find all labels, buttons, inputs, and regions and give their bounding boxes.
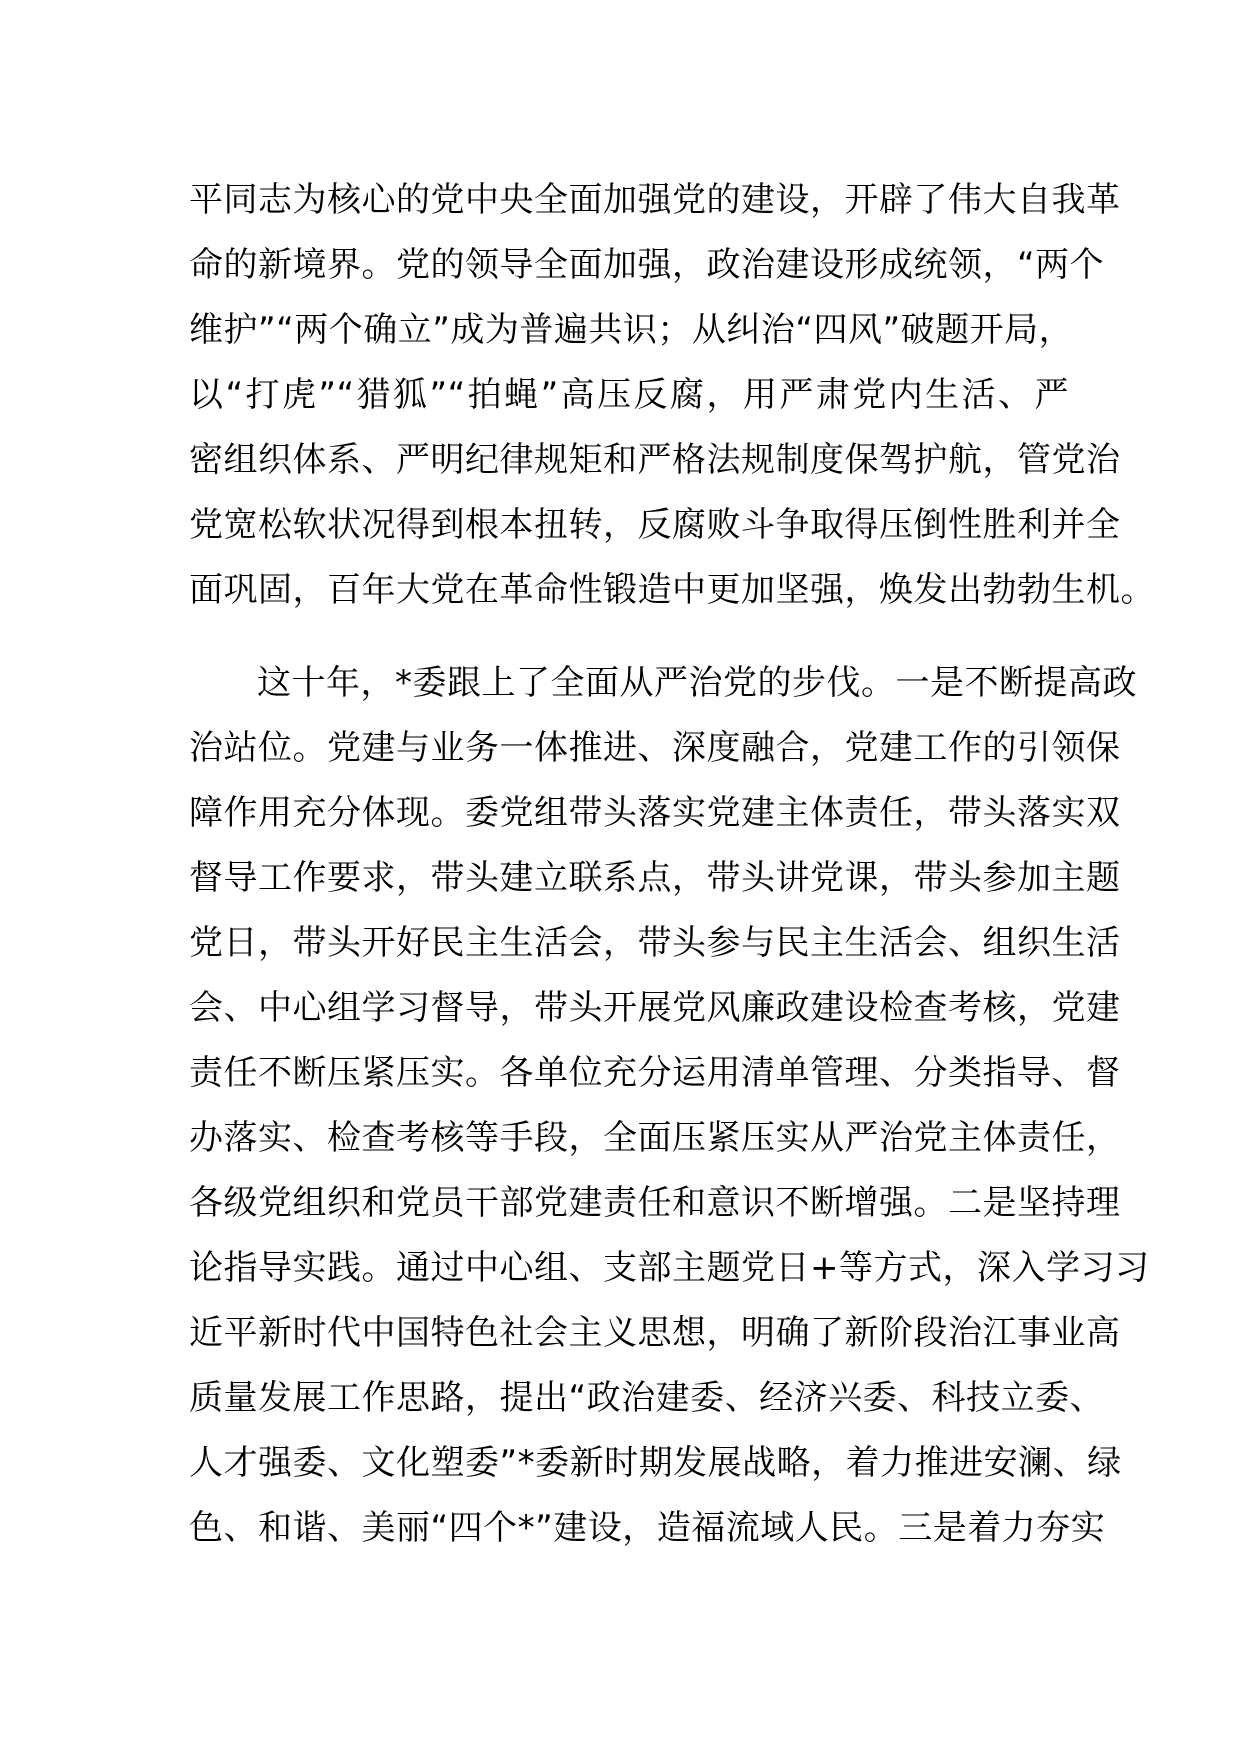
paragraph-line: 这十年，*委跟上了全面从严治党的步伐。一是不断提高政 bbox=[257, 663, 1137, 703]
paragraph-line: 办落实、检查考核等手段，全面压紧压实从严治党主体责任， bbox=[189, 1118, 1121, 1158]
paragraph-line: 色、和谐、美丽“四个*”建设，造福流域人民。三是着力夯实 bbox=[189, 1508, 1106, 1548]
paragraph-line: 命的新境界。党的领导全面加强，政治建设形成统领，“两个 bbox=[189, 245, 1105, 285]
paragraph-line: 平同志为核心的党中央全面加强党的建设，开辟了伟大自我革 bbox=[189, 180, 1121, 220]
paragraph-line: 以“打虎”“猎狐”“拍蝇”高压反腐，用严肃党内生活、严 bbox=[189, 375, 1069, 415]
paragraph-line: 党日，带头开好民主生活会，带头参与民主生活会、组织生活 bbox=[189, 923, 1121, 963]
paragraph-2 bbox=[189, 651, 1150, 1561]
paragraph-line: 论指导实践。通过中心组、支部主题党日+等方式，深入学习习 bbox=[189, 1248, 1150, 1288]
paragraph-line: 障作用充分体现。委党组带头落实党建主体责任，带头落实双 bbox=[189, 793, 1121, 833]
paragraph-line: 党宽松软状况得到根本扭转，反腐败斗争取得压倒性胜利并全 bbox=[189, 505, 1121, 545]
paragraph-line: 面巩固，百年大党在革命性锻造中更加坚强，焕发出勃勃生机。 bbox=[189, 570, 1155, 610]
paragraph-line: 质量发展工作思路，提出“政治建委、经济兴委、科技立委、 bbox=[189, 1378, 1105, 1418]
paragraph-1 bbox=[189, 168, 1155, 623]
paragraph-line: 责任不断压紧压实。各单位充分运用清单管理、分类指导、督 bbox=[189, 1053, 1121, 1093]
paragraph-line: 密组织体系、严明纪律规矩和严格法规制度保驾护航，管党治 bbox=[189, 440, 1121, 480]
paragraph-line: 各级党组织和党员干部党建责任和意识不断增强。二是坚持理 bbox=[189, 1183, 1121, 1223]
paragraph-line: 会、中心组学习督导，带头开展党风廉政建设检查考核，党建 bbox=[189, 988, 1121, 1028]
paragraph-line: 维护”“两个确立”成为普遍共识；从纠治“四风”破题开局， bbox=[189, 310, 1074, 350]
paragraph-line: 近平新时代中国特色社会主义思想，明确了新阶段治江事业高 bbox=[189, 1313, 1121, 1353]
paragraph-line: 督导工作要求，带头建立联系点，带头讲党课，带头参加主题 bbox=[189, 858, 1121, 898]
paragraph-line: 治站位。党建与业务一体推进、深度融合，党建工作的引领保 bbox=[189, 728, 1121, 768]
paragraph-line: 人才强委、文化塑委”*委新时期发展战略，着力推进安澜、绿 bbox=[189, 1443, 1122, 1483]
